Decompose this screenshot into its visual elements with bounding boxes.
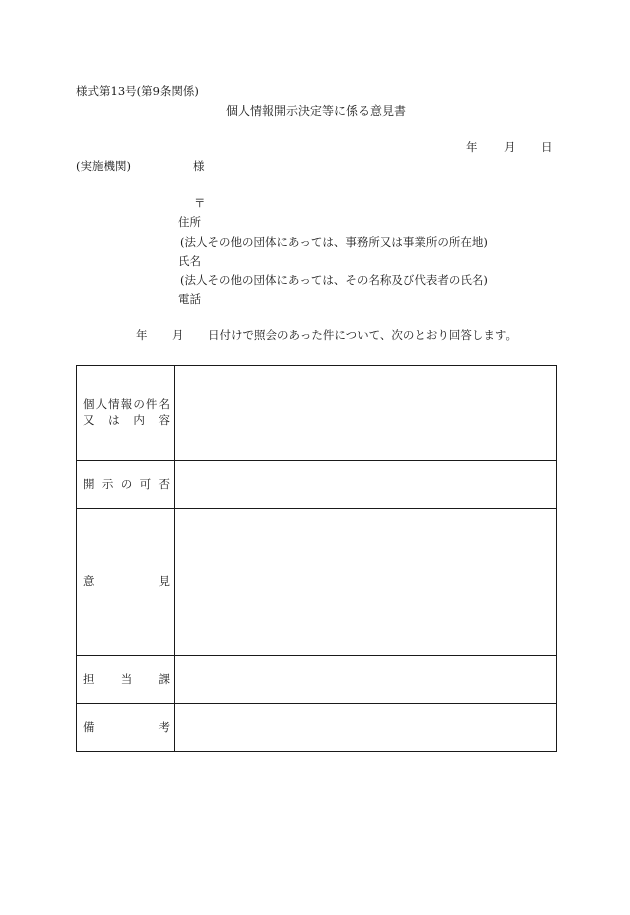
label-char: 又: [83, 413, 95, 427]
name-note: (法人その他の団体にあっては、その名称及び代表者の氏名): [180, 273, 488, 287]
label-char: 開: [83, 476, 95, 491]
label-char: 名: [158, 397, 170, 412]
date-year-label: 年: [466, 140, 478, 154]
table-row-remarks: [77, 704, 557, 752]
label-char: 担: [83, 671, 95, 686]
document-title: 個人情報開示決定等に係る意見書: [226, 104, 407, 118]
label-char: 可: [139, 476, 152, 491]
department-label: [77, 656, 175, 704]
address-label: 住所: [178, 215, 201, 229]
reply-text: 日付けで照会のあった件について、次のとおり回答します。: [208, 328, 518, 342]
label-char: 見: [158, 574, 170, 589]
disclosure-label: [77, 461, 175, 509]
label-char: 内: [133, 413, 145, 427]
response-table: [76, 365, 557, 752]
opinion-value-field[interactable]: [175, 509, 557, 656]
label-char: 当: [120, 671, 133, 686]
label-char: 否: [158, 476, 170, 491]
department-value-field[interactable]: [175, 656, 557, 704]
label-char: 人: [95, 397, 108, 412]
label-char: の: [120, 476, 133, 491]
label-char: 容: [158, 413, 170, 427]
table-row-department: [77, 656, 557, 704]
table-row-opinion: [77, 509, 557, 656]
label-char: 個: [83, 397, 95, 412]
disclosure-label-line: [83, 477, 170, 493]
label-char: 課: [158, 671, 170, 686]
label-char: 報: [120, 397, 133, 412]
recipient-honorific: 様: [193, 159, 205, 173]
opinion-label: [77, 509, 175, 656]
label-char: 考: [158, 719, 170, 734]
postal-mark: 〒: [194, 196, 206, 210]
remarks-label: [77, 704, 175, 752]
table-row-disclosure: [77, 461, 557, 509]
recipient-organization: (実施機関): [76, 159, 131, 173]
reply-month-label: 月: [172, 328, 184, 342]
label-char: 備: [83, 719, 95, 734]
subject-label: [77, 366, 175, 461]
label-char: 件: [145, 397, 158, 412]
reply-year-label: 年: [136, 328, 148, 342]
label-char: 情: [108, 397, 120, 412]
subject-value-field[interactable]: [175, 366, 557, 461]
date-day-label: 日: [541, 140, 553, 154]
opinion-label-line: [83, 574, 170, 590]
form-number: 様式第13号(第9条関係): [76, 84, 199, 98]
label-char: の: [133, 397, 145, 412]
disclosure-value-field[interactable]: [175, 461, 557, 509]
address-note: (法人その他の団体にあっては、事務所又は事業所の所在地): [180, 235, 488, 249]
table-row-subject: [77, 366, 557, 461]
subject-label-line2: [83, 413, 170, 429]
label-char: 示: [101, 476, 114, 491]
label-char: は: [108, 413, 120, 427]
label-char: 意: [83, 574, 95, 589]
subject-label-line1: [83, 397, 170, 413]
name-label: 氏名: [178, 254, 201, 268]
department-label-line: [83, 672, 170, 688]
date-month-label: 月: [504, 140, 516, 154]
remarks-value-field[interactable]: [175, 704, 557, 752]
phone-label: 電話: [178, 292, 201, 306]
remarks-label-line: [83, 720, 170, 736]
